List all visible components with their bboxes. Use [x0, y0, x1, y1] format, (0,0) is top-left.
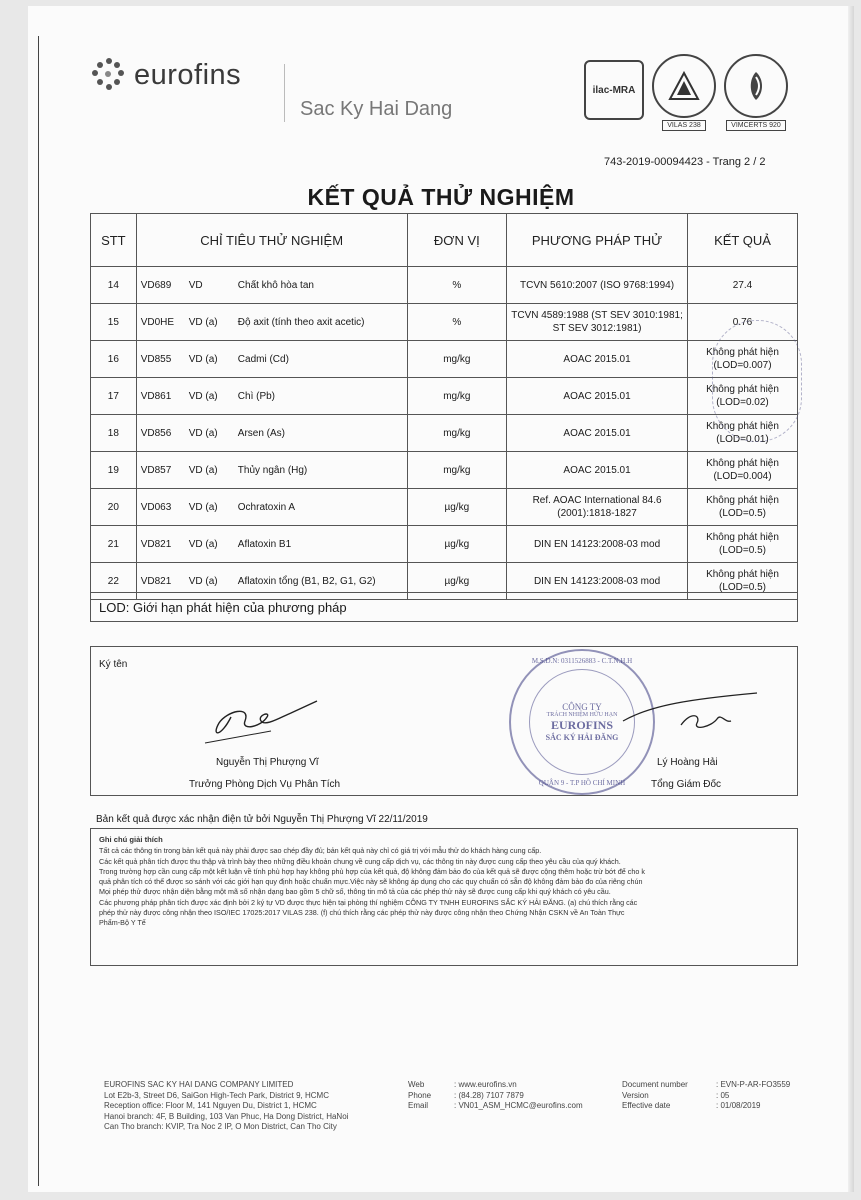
cell-criteria: Chì (Pb) — [234, 378, 407, 415]
signature-right-icon — [621, 691, 761, 741]
cell-criteria: Aflatoxin B1 — [234, 526, 407, 563]
footer-line: Hanoi branch: 4F, B Building, 103 Van Phuc, Ha Dong District, HaNoi — [104, 1111, 349, 1121]
table-row — [91, 415, 798, 452]
cell-code — [136, 526, 234, 563]
footer-line: Phone — [408, 1090, 432, 1100]
footer-doc-labels — [622, 1080, 722, 1112]
boa-vietnam-seal-icon — [652, 54, 716, 118]
test-code: VD855 — [140, 353, 172, 365]
cell-criteria: Chất khô hòa tan — [234, 267, 407, 304]
brand-name: eurofins — [134, 58, 242, 91]
cell-result: Không phát hiện (LOD=0.5) — [688, 563, 798, 600]
cell-code — [136, 341, 234, 378]
footer-line: EUROFINS SAC KY HAI DANG COMPANY LIMITED — [104, 1080, 294, 1089]
lod-note: LOD: Giới hạn phát hiện của phương pháp — [90, 592, 798, 622]
cell-code — [136, 378, 234, 415]
cell-method: DIN EN 14123:2008-03 mod — [507, 563, 688, 600]
footer-company — [104, 1080, 404, 1133]
cell-stt: 19 — [91, 452, 137, 489]
footer-line: Email — [408, 1101, 429, 1110]
test-flag: VD — [188, 279, 203, 291]
cell-result: Không phát hiện (LOD=0.5) — [688, 489, 798, 526]
header-stt: STT — [91, 214, 137, 267]
signer-right-name: Lý Hoàng Hải — [657, 757, 718, 768]
table-row — [91, 378, 798, 415]
test-code: VD0HE — [140, 316, 175, 328]
cell-criteria: Aflatoxin tổng (B1, B2, G1, G2) — [234, 563, 407, 600]
cell-stt: 21 — [91, 526, 137, 563]
note-line: Mọi phép thử được nhận diện bằng một mã số nhận dạng bao gồm 5 chữ số, thông tin mô tả của các phép thử này sẽ được cung cấp khi quý khách có yêu cầu. — [99, 887, 611, 897]
cell-stt: 17 — [91, 378, 137, 415]
logo-divider — [284, 64, 285, 122]
vilas-caption: VILAS 238 — [662, 120, 705, 131]
test-flag: VD (a) — [188, 575, 218, 587]
signature-box — [90, 646, 798, 796]
signer-left-title: Trưởng Phòng Dịch Vụ Phân Tích — [189, 779, 341, 790]
results-table — [90, 213, 798, 600]
cell-stt: 16 — [91, 341, 137, 378]
signer-right-title: Tổng Giám Đốc — [651, 779, 722, 790]
cell-result: Không phát hiện (LOD=0.007) — [688, 341, 798, 378]
cell-unit: % — [407, 267, 507, 304]
test-code: VD821 — [140, 575, 172, 587]
cell-code — [136, 304, 234, 341]
ilac-mra-logo-icon: ilac-MRA — [584, 60, 644, 120]
note-line: Phẩm-Bộ Y Tế — [99, 918, 146, 928]
footer-line: Web — [408, 1080, 425, 1089]
cell-stt: 22 — [91, 563, 137, 600]
footer-line: Document number — [622, 1080, 688, 1089]
header-result: KẾT QUẢ — [688, 214, 798, 267]
ilac-mra-badge — [584, 54, 644, 120]
footer-line: : 01/08/2019 — [716, 1101, 761, 1110]
test-flag: VD (a) — [188, 501, 218, 513]
signer-left-name: Nguyễn Thị Phượng Vĩ — [216, 757, 319, 768]
boa-badge — [652, 54, 716, 131]
footer-line: : VN01_ASM_HCMC@eurofins.com — [454, 1101, 583, 1110]
cell-unit: µg/kg — [407, 526, 507, 563]
cell-stt: 14 — [91, 267, 137, 304]
footer-line: Effective date — [622, 1101, 671, 1110]
cell-unit: mg/kg — [407, 452, 507, 489]
document-number: 743-2019-00094423 - Trang 2 / 2 — [604, 156, 766, 168]
cell-method: Ref. AOAC International 84.6 (2001):1818-1827 — [507, 489, 688, 526]
notes-lines — [99, 846, 789, 928]
table-body — [91, 267, 798, 600]
test-code: VD856 — [140, 427, 172, 439]
cell-criteria: Độ axit (tính theo axit acetic) — [234, 304, 407, 341]
test-flag: VD (a) — [188, 316, 218, 328]
footer-line: Lot E2b-3, Street D6, SaiGon High-Tech Park, District 9, HCMC — [104, 1090, 329, 1100]
test-code: VD861 — [140, 390, 172, 402]
test-flag: VD (a) — [188, 538, 218, 550]
electronic-verification: Bản kết quả được xác nhận điện tử bởi Nguyễn Thị Phượng Vĩ 22/11/2019 — [96, 814, 428, 825]
cell-code — [136, 267, 234, 304]
note-line: Trong trường hợp cần cung cấp một kết luận về tính phù hợp hay không phù hợp của kết quả, độ không đảm bảo đo của kết quả sẽ được cộng thêm hoặc trừ bớt để cho k — [99, 866, 645, 876]
cell-method: DIN EN 14123:2008-03 mod — [507, 526, 688, 563]
footer-line: : 05 — [716, 1090, 730, 1100]
cell-code — [136, 415, 234, 452]
table-row — [91, 489, 798, 526]
cell-stt: 20 — [91, 489, 137, 526]
notes-box — [90, 828, 798, 966]
note-line: quả phân tích có thể được so sánh với các giới hạn quy định hoặc chuẩn mực.Việc này sẽ không áp dụng cho các quy chuẩn có sẵn độ không đảm bảo đo của riêng chún — [99, 877, 643, 887]
cell-criteria: Cadmi (Cd) — [234, 341, 407, 378]
cell-unit: mg/kg — [407, 341, 507, 378]
test-code: VD063 — [140, 501, 172, 513]
cell-result: 0.76 — [688, 304, 798, 341]
vimcerts-caption: VIMCERTS 920 — [726, 120, 786, 131]
test-flag: VD (a) — [188, 464, 218, 476]
header-method: PHƯƠNG PHÁP THỬ — [507, 214, 688, 267]
vimcerts-seal-icon — [724, 54, 788, 118]
note-line: Các phương pháp phân tích được xác định bởi 2 ký tự VD được thực hiện tại phòng thí nghiệm CÔNG TY TNHH EUROFINS SẮC KÝ HẢI ĐĂNG. (a) chú thích rằng các — [99, 897, 638, 907]
cell-code — [136, 489, 234, 526]
footer-line: : (84.28) 7107 7879 — [454, 1090, 524, 1100]
cell-result: Không phát hiện (LOD=0.5) — [688, 526, 798, 563]
vimcerts-badge — [724, 54, 788, 131]
page-title: KẾT QUẢ THỬ NGHIỆM — [307, 184, 575, 210]
cell-unit: % — [407, 304, 507, 341]
table-row — [91, 304, 798, 341]
signature-label: Ký tên — [99, 659, 128, 670]
notes-heading: Ghi chú giải thích — [99, 835, 163, 844]
cell-result: Không phát hiện (LOD=0.02) — [688, 378, 798, 415]
cell-result: Không phát hiện (LOD=0.004) — [688, 452, 798, 489]
cell-stt: 18 — [91, 415, 137, 452]
test-code: VD689 — [140, 279, 172, 291]
table-row — [91, 267, 798, 304]
test-flag: VD (a) — [188, 427, 218, 439]
cell-unit: µg/kg — [407, 489, 507, 526]
eurofins-dots-icon — [92, 58, 126, 92]
cell-unit: mg/kg — [407, 415, 507, 452]
footer-line: Version — [622, 1090, 649, 1100]
note-line: phép thử này được công nhận theo ISO/IEC 17025:2017 VILAS 238. (f) chú thích rằng các phép thử này được công nhận theo Chứng Nhận CSKN về An Toàn Thực — [99, 908, 625, 918]
company-stamp: M.S.D.N: 0311526883 - C.T.N.H.H CÔNG TY TRÁCH NHIỆM HỮU HẠN EUROFINS SẮC KÝ HẢI ĐĂNG QUẬN 9 - T.P HỒ CHÍ MINH — [509, 649, 655, 795]
footer-line: Reception office: Floor M, 141 Nguyen Du, District 1, HCMC — [104, 1101, 317, 1110]
cell-unit: µg/kg — [407, 563, 507, 600]
cell-method: AOAC 2015.01 — [507, 378, 688, 415]
header-criteria: CHỈ TIÊU THỬ NGHIỆM — [136, 214, 407, 267]
test-code: VD821 — [140, 538, 172, 550]
subbrand-name: Sac Ky Hai Dang — [300, 98, 453, 120]
cell-result: Không phát hiện (LOD=0.01) — [688, 415, 798, 452]
table-row — [91, 341, 798, 378]
test-flag: VD (a) — [188, 390, 218, 402]
cell-method: AOAC 2015.01 — [507, 341, 688, 378]
cell-criteria: Ochratoxin A — [234, 489, 407, 526]
cell-result: 27.4 — [688, 267, 798, 304]
table-header-row — [91, 214, 798, 267]
eurofins-logo — [92, 58, 241, 92]
test-code: VD857 — [140, 464, 172, 476]
table-row — [91, 452, 798, 489]
note-line: Tất cả các thông tin trong bản kết quả này phải được sao chép đầy đủ; bản kết quả này chỉ có giá trị với mẫu thử do khách hàng cung cấp. — [99, 846, 542, 856]
cell-method: AOAC 2015.01 — [507, 415, 688, 452]
cell-code — [136, 452, 234, 489]
cell-criteria: Arsen (As) — [234, 415, 407, 452]
table-row — [91, 526, 798, 563]
footer-line: : EVN-P-AR-FO3559 — [716, 1080, 791, 1089]
footer-contact-labels — [408, 1080, 458, 1112]
report-page — [28, 6, 854, 1192]
cell-unit: mg/kg — [407, 378, 507, 415]
cell-method: TCVN 4589:1988 (ST SEV 3010:1981; ST SEV 3012:1981) — [507, 304, 688, 341]
cell-criteria: Thủy ngân (Hg) — [234, 452, 407, 489]
signature-left-icon — [201, 687, 321, 747]
accreditation-badges — [584, 54, 788, 131]
test-flag: VD (a) — [188, 353, 218, 365]
cell-method: AOAC 2015.01 — [507, 452, 688, 489]
note-line: Các kết quả phân tích được thu thập và trình bày theo những điều khoản chung về cung cấp dịch vụ, các thông tin này được cung cấp theo yêu cầu của quý khách. — [99, 856, 621, 866]
footer-doc-values — [716, 1080, 806, 1112]
header-unit: ĐƠN VỊ — [407, 214, 507, 267]
footer-line: Can Tho branch: KVIP, Tra Noc 2 IP, O Mon District, Can Tho City — [104, 1122, 337, 1131]
footer-line: : www.eurofins.vn — [454, 1080, 517, 1089]
cell-method: TCVN 5610:2007 (ISO 9768:1994) — [507, 267, 688, 304]
cell-stt: 15 — [91, 304, 137, 341]
